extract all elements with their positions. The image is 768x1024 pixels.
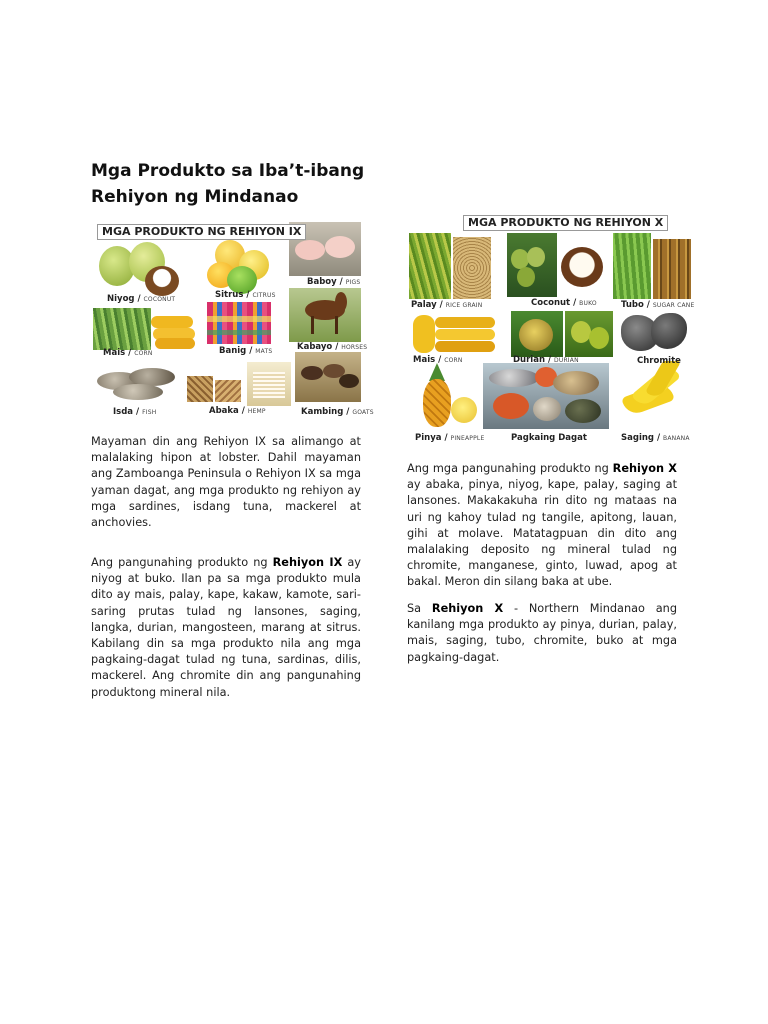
left-paragraph-1: Mayaman din ang Rehiyon IX sa alimango at malalaking hipon at lobster. Dahil mayaman ang Zamboanga Peninsula o Rehiyon IX sa mga yaman dagat, ang mga produkto ng rehiyon ay mga sardines, isdang tuna, mackerel at anchovies. [91, 435, 361, 530]
coconut-image [93, 236, 183, 302]
page-title-line2: Rehiyon ng Mindanao [91, 187, 299, 207]
caption-baboy: Baboy / PIGS [307, 277, 361, 287]
sugarcane-image [613, 233, 691, 299]
caption-mais: Mais / CORN [103, 348, 153, 358]
caption-sitrus: Sitrus / CITRUS [215, 290, 276, 300]
caption-chromite: Chromite [637, 356, 681, 366]
right-paragraph-2: Sa Rehiyon X - Northern Mindanao ang kanilang mga produkto ay pinya, durian, palay, mais, saging, tubo, chromite, buko at mga pagkaing-dagat. [407, 602, 677, 664]
caption-mais-x: Mais / CORN [413, 355, 463, 365]
caption-palay: Palay / RICE GRAIN [411, 300, 483, 310]
banana-image [617, 361, 691, 427]
corn-image [93, 308, 197, 350]
fish-image [93, 364, 181, 404]
caption-kabayo: Kabayo / HORSES [297, 342, 368, 352]
horses-image [289, 288, 361, 342]
seafood-image [483, 363, 609, 429]
left-paragraph-2: Ang pangunahing produkto ng Rehiyon IX ay niyog at buko. Ilan pa sa mga produkto mula dito ay mais, palay, kape, kakaw, kamote, sari-saring prutas tulad ng lansones, saging, langka, durian, mangosteen, marang at sitrus. Kabilang din sa mga produkto nila ang mga pagkaing-dagat tulad ng tuna, sardinas, dilis, mackerel. Ang chromite din ang pangunahing produktong mineral nila. [91, 556, 361, 699]
region9-bold-label: Rehiyon IX [272, 556, 343, 569]
caption-saging: Saging / BANANA [621, 433, 690, 443]
caption-abaka: Abaka / HEMP [209, 406, 266, 416]
right-paragraph-1: Ang mga pangunahing produkto ng Rehiyon X ay abaka, pinya, niyog, kape, palay, saging at lansones. Makakakuha rin dito ng mataas na uri ng kahoy tulad ng tangile, apitong, lauan, gihi at molave. Matatagpuan din dito ang malalaking deposito ng mineral tulad ng chromite, manganese, ginto, luwad, apog at bakal. Meron din silang baka at ube. [407, 462, 677, 589]
caption-durian: Durian / DURIAN [513, 355, 579, 365]
caption-banig: Banig / MATS [219, 346, 273, 356]
goats-image [295, 352, 361, 402]
caption-isda: Isda / FISH [113, 407, 157, 417]
corn-image-x [409, 311, 497, 357]
region9-collage [91, 218, 374, 418]
coconut-buko-image [505, 233, 609, 297]
page-title-line1: Mga Produkto sa Iba’t-ibang [91, 161, 365, 181]
caption-pagkaing-dagat: Pagkaing Dagat [511, 433, 587, 443]
caption-pinya: Pinya / PINEAPPLE [415, 433, 485, 443]
region10-heading: MGA PRODUKTO NG REHIYON X [463, 215, 668, 231]
rice-image [409, 233, 491, 299]
caption-kambing: Kambing / GOATS [301, 407, 374, 417]
caption-niyog: Niyog / COCONUT [107, 294, 176, 304]
caption-coconut: Coconut / BUKO [531, 298, 597, 308]
pineapple-image [415, 363, 479, 429]
page-title [91, 158, 391, 210]
chromite-image [617, 309, 691, 355]
region10-collage [407, 213, 693, 445]
region9-heading: MGA PRODUKTO NG REHIYON IX [97, 224, 306, 240]
mats-image [207, 302, 271, 344]
durian-image [511, 311, 613, 357]
hemp-image [183, 366, 245, 406]
region10-bold-label: Rehiyon X [612, 462, 677, 475]
hemp-fiber-image [247, 362, 291, 406]
caption-tubo: Tubo / SUGAR CANE [621, 300, 695, 310]
region10-bold-label-2: Rehiyon X [431, 602, 504, 615]
